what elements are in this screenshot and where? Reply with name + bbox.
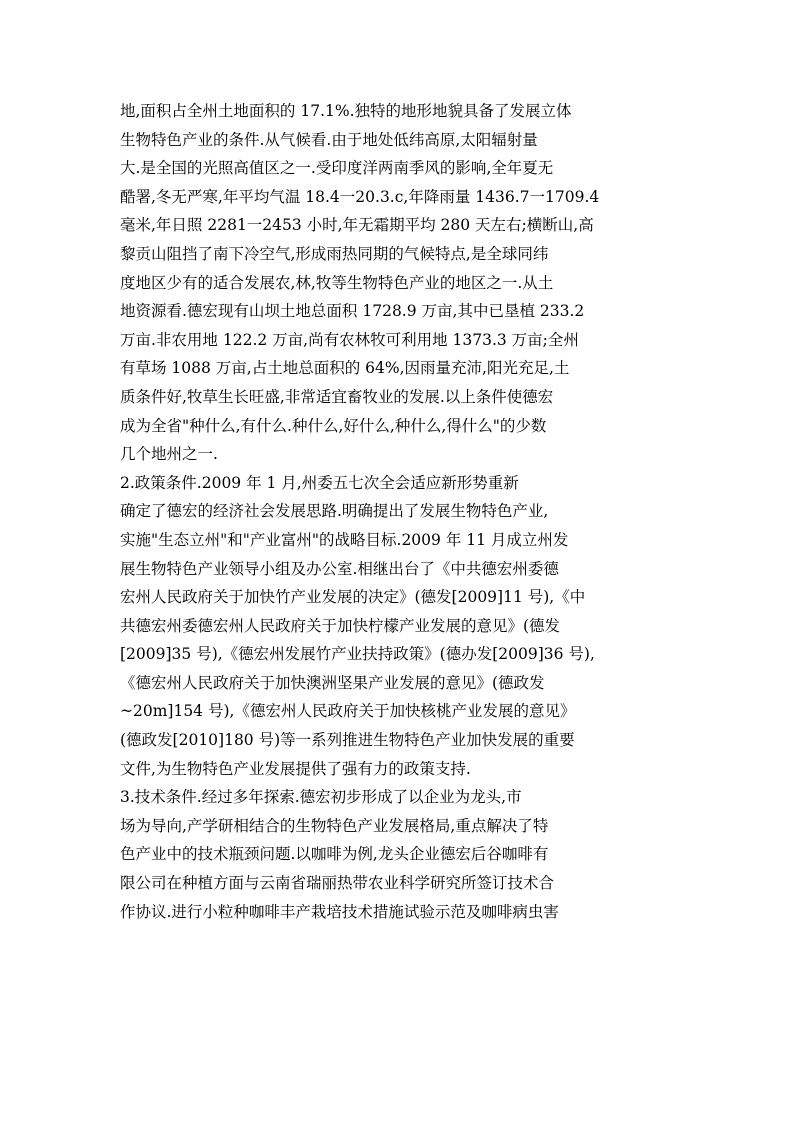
section-heading-line: 2.政策条件.2009 年 1 月,州委五七次全会适应新形势重新 bbox=[120, 473, 519, 492]
section-heading-line: 3.技术条件.经过多年探索.德宏初步形成了以企业为龙头,市 bbox=[120, 788, 522, 807]
text-line: [2009]35 号),《德宏州发展竹产业扶持政策》(德办发[2009]36 号), bbox=[120, 645, 595, 664]
text-line: 有草场 1088 万亩,占土地总面积的 64%,因雨量充沛,阳光充足,土 bbox=[120, 359, 570, 378]
text-line: 作协议.进行小粒种咖啡丰产栽培技术措施试验示范及咖啡病虫害 bbox=[120, 902, 559, 921]
text-line: 场为导向,产学研相结合的生物特色产业发展格局,重点解决了特 bbox=[120, 816, 549, 835]
text-line: 酷署,冬无严寒,年平均气温 18.4一20.3.c,年降雨量 1436.7一1709.4 bbox=[120, 187, 600, 206]
text-line: 度地区少有的适合发展农,林,牧等生物特色产业的地区之一.从土 bbox=[120, 273, 554, 292]
text-line: 确定了德宏的经济社会发展思路.明确提出了发展生物特色产业, bbox=[120, 502, 549, 521]
text-line: 成为全省"种什么,有什么.种什么,好什么,种什么,得什么"的少数 bbox=[120, 416, 547, 435]
text-line: 限公司在种植方面与云南省瑞丽热带农业科学研究所签订技术合 bbox=[120, 874, 555, 893]
text-line: 色产业中的技术瓶颈问题.以咖啡为例,龙头企业德宏后谷咖啡有 bbox=[120, 845, 549, 864]
text-line: 几个地州之一. bbox=[120, 445, 218, 464]
text-line: 毫米,年日照 2281一2453 小时,年无霜期平均 280 天左右;横断山,高 bbox=[120, 216, 594, 235]
text-line: 宏州人民政府关于加快竹产业发展的决定》(德发[2009]11 号),《中 bbox=[120, 588, 586, 607]
text-line: 大.是全国的光照高值区之一.受印度洋两南季风的影响,全年夏无 bbox=[120, 159, 554, 178]
text-line: 文件,为生物特色产业发展提供了强有力的政策支持. bbox=[120, 759, 471, 778]
text-line: 实施"生态立州"和"产业富州"的战略目标.2009 年 11 月成立州发 bbox=[120, 530, 569, 549]
body-text bbox=[120, 97, 600, 926]
text-line: ~20m]154 号),《德宏州人民政府关于加快核桃产业发展的意见》 bbox=[120, 702, 576, 721]
text-line: 质条件好,牧草生长旺盛,非常适宜畜牧业的发展.以上条件使德宏 bbox=[120, 387, 554, 406]
text-line: 地资源看.德宏现有山坝土地总面积 1728.9 万亩,其中已垦植 233.2 bbox=[120, 302, 585, 321]
text-line: 万亩.非农用地 122.2 万亩,尚有农林牧可利用地 1373.3 万亩;全州 bbox=[120, 330, 579, 349]
text-line: 地,面积占全州土地面积的 17.1%.独特的地形地貌具备了发展立体 bbox=[120, 102, 572, 120]
text-line: 《德宏州人民政府关于加快澳洲坚果产业发展的意见》(德政发 bbox=[120, 673, 545, 692]
text-line: 黎贡山阻挡了南下冷空气,形成雨热同期的气候特点,是全球同纬 bbox=[120, 244, 549, 263]
text-line: 生物特色产业的条件.从气候看.由于地处低纬高原,太阳辐射量 bbox=[120, 130, 538, 149]
text-line: (德政发[2010]180 号)等一系列推进生物特色产业加快发展的重要 bbox=[120, 731, 575, 750]
text-line: 展生物特色产业领导小组及办公室.相继出台了《中共德宏州委德 bbox=[120, 559, 559, 578]
text-line: 共德宏州委德宏州人民政府关于加快柠檬产业发展的意见》(德发 bbox=[120, 616, 561, 635]
